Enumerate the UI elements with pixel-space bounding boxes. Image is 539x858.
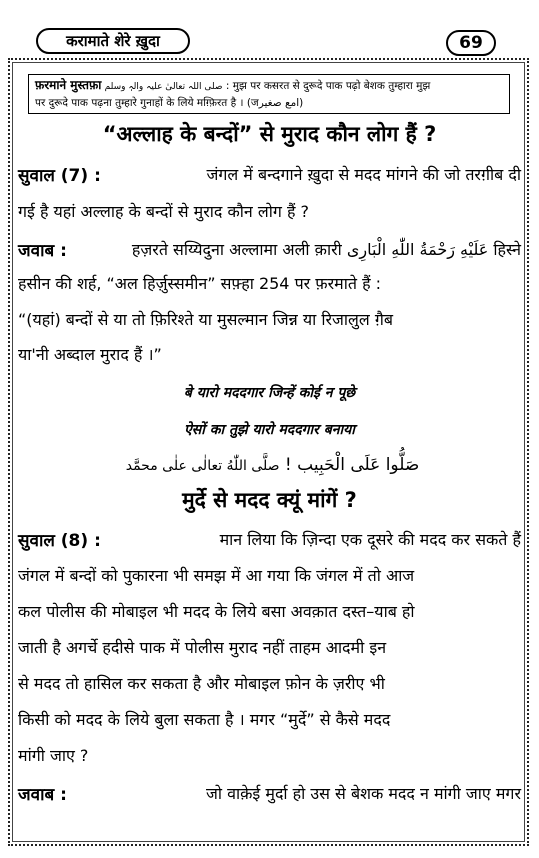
q7-line1	[18, 163, 521, 186]
q8-line3: कल पोलीस की मोबाइल भी मदद के लिये बसा अवक़ात दस्त–याब हो	[18, 602, 415, 621]
a7-label: जवाब :	[18, 241, 67, 261]
a8-text1: जो वाक़ेई मुर्दा हो उस से बेशक मदद न मांगी जाए मगर	[206, 784, 521, 803]
q8-text1: मान लिया कि ज़िन्दा एक दूसरे की मदद कर सकते हैं	[219, 530, 521, 549]
a8-label: जवाब :	[18, 785, 67, 805]
couplet-line1: बे यारो मददगार जिन्हें कोई न पूछे	[183, 385, 356, 401]
page-number: 69	[446, 30, 496, 56]
farman-arabic: صلی اللہ تعالیٰ علیہ والہٖ وسلم	[104, 82, 223, 92]
q7-text1: जंगल में बन्दगाने ख़ुदा से मदद मांगने की जो तरग़ीब दी	[206, 165, 521, 184]
book-title: करामाते शेरे ख़ुदा	[36, 28, 190, 54]
q8-line5: से मदद तो हासिल कर सकता है और मोबाइल फ़ोन के ज़रीए भी	[18, 674, 385, 693]
q8-label: सुवाल (8) :	[18, 531, 101, 551]
q8-line6: किसी को मदद के लिये बुला सकता है । मगर “मुर्दे” से कैसे मदद	[18, 710, 391, 729]
salat-left: صَلُّوا عَلَی الْحَبِیب !	[284, 455, 420, 475]
farman-box	[28, 74, 510, 114]
a8-line1	[18, 782, 521, 805]
q7-line2: गई है यहां अल्लाह के बन्दों से मुराद कौन लोग हैं ?	[18, 202, 310, 221]
salat-right: صلَّی اللّٰهُ تعالٰی علٰی محمَّد	[125, 458, 280, 474]
q7-label: सुवाल (7) :	[18, 166, 101, 186]
salat-line	[20, 455, 519, 475]
q8-line2: जंगल में बन्दों को पुकारना भी समझ में आ गया कि जंगल में तो आज	[18, 566, 415, 585]
couplet-line2: ऐसों का तुझे यारो मददगार बनाया	[184, 422, 355, 438]
a7-line4: या'नी अब्दाल मुराद हैं ।”	[18, 345, 162, 364]
a7-line3: “(यहां) बन्दों से या तो फ़िरिश्ते या मुसल्मान जिन्न या रिजालुल ग़ैब	[18, 310, 393, 329]
q8-line1	[18, 528, 521, 551]
farman-label: फ़रमाने मुस्तफ़ा	[35, 78, 102, 92]
farman-line1: : मुझ पर कसरत से दुरूदे पाक पढ़ो बेशक तुम्हारा मुझ	[225, 80, 431, 92]
a7-line1	[18, 238, 521, 261]
a7-text1: हज़रते सय्यिदुना अल्लामा अली क़ारी عَلَيْهِ رَحْمَةُ اللّٰهِ الْبَارِى हिस्ने	[131, 240, 521, 259]
a7-line2: हसीन की शर्ह, “अल हिर्ज़ुस्समीन” सफ़्हा 254 पर फ़रमाते हैं :	[18, 274, 382, 293]
section1-heading: “अल्लाह के बन्दों” से मुराद कौन लोग हैं ?	[102, 122, 437, 146]
section2-heading: मुर्दे से मदद क्यूं मांगें ?	[182, 488, 357, 512]
q8-line7: मांगी जाए ?	[18, 746, 89, 765]
q8-line4: जाती है अगर्चे हदीसे पाक में पोलीस मुराद नहीं ताहम आदमी इन	[18, 638, 387, 657]
farman-line2: पर दुरूदे पाक पढ़ना तुम्हारे गुनाहों के लिये मग़्फ़िरत है । (जامع صغیر)	[35, 97, 304, 109]
